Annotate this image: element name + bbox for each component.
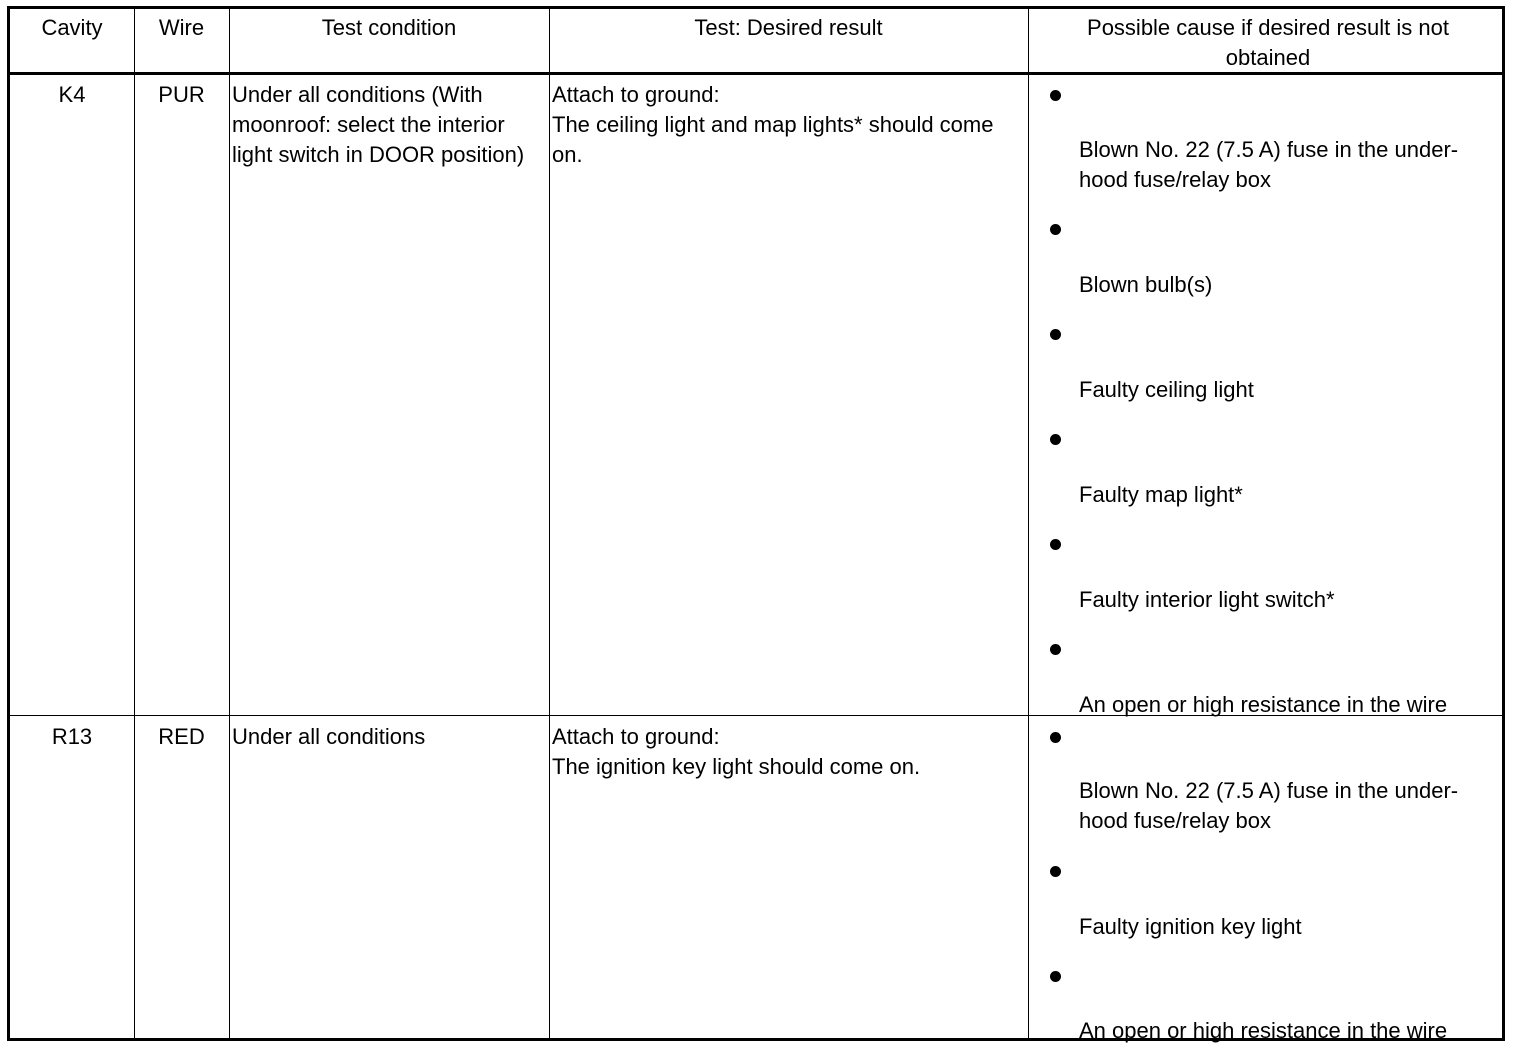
bullet-icon: [1050, 644, 1061, 655]
row1-cause-4: Faulty map light*: [1079, 482, 1243, 507]
row1-cause-2: Blown bulb(s): [1079, 272, 1213, 297]
row2-cause-3: An open or high resistance in the wire: [1079, 1018, 1448, 1043]
column-divider: [1028, 9, 1029, 1038]
row1-wire: PUR: [158, 82, 205, 107]
header-desired-result: Test: Desired result: [694, 15, 883, 40]
header-wire: Wire: [158, 15, 205, 40]
bullet-icon: [1050, 732, 1061, 743]
row2-cause-2: Faulty ignition key light: [1079, 914, 1302, 939]
row2-test-condition: Under all conditions: [232, 724, 426, 749]
header-possible-cause: Possible cause if desired result is not obtained: [1087, 15, 1449, 70]
row1-cause-5: Faulty interior light switch*: [1079, 587, 1335, 612]
row1-cavity: K4: [58, 82, 86, 107]
bullet-icon: [1050, 539, 1061, 550]
row2-cause-1: Blown No. 22 (7.5 A) fuse in the under-hood fuse/relay box: [1079, 778, 1459, 833]
bullet-icon: [1050, 224, 1061, 235]
row1-result-line2: The ceiling light and map lights* should come on.: [552, 112, 994, 167]
row2-result-line1: Attach to ground:: [552, 724, 720, 749]
column-divider: [134, 9, 135, 1038]
troubleshooting-table: [7, 6, 1505, 1041]
row1-cause-6: An open or high resistance in the wire: [1079, 692, 1448, 717]
bullet-icon: [1050, 971, 1061, 982]
row2-cavity: R13: [51, 724, 93, 749]
column-divider: [229, 9, 230, 1038]
bullet-icon: [1050, 329, 1061, 340]
row1-cause-1: Blown No. 22 (7.5 A) fuse in the under-hood fuse/relay box: [1079, 137, 1459, 192]
row1-cause-3: Faulty ceiling light: [1079, 377, 1254, 402]
row2-result-line2: The ignition key light should come on.: [552, 754, 921, 779]
row2-wire: RED: [158, 724, 205, 749]
column-divider: [549, 9, 550, 1038]
header-cavity: Cavity: [41, 15, 103, 40]
bullet-icon: [1050, 90, 1061, 101]
row1-result-line1: Attach to ground:: [552, 82, 720, 107]
bullet-icon: [1050, 866, 1061, 877]
header-test-condition: Test condition: [321, 15, 457, 40]
row1-test-condition: Under all conditions (With moonroof: select the interior light switch in DOOR position): [232, 82, 525, 167]
bullet-icon: [1050, 434, 1061, 445]
